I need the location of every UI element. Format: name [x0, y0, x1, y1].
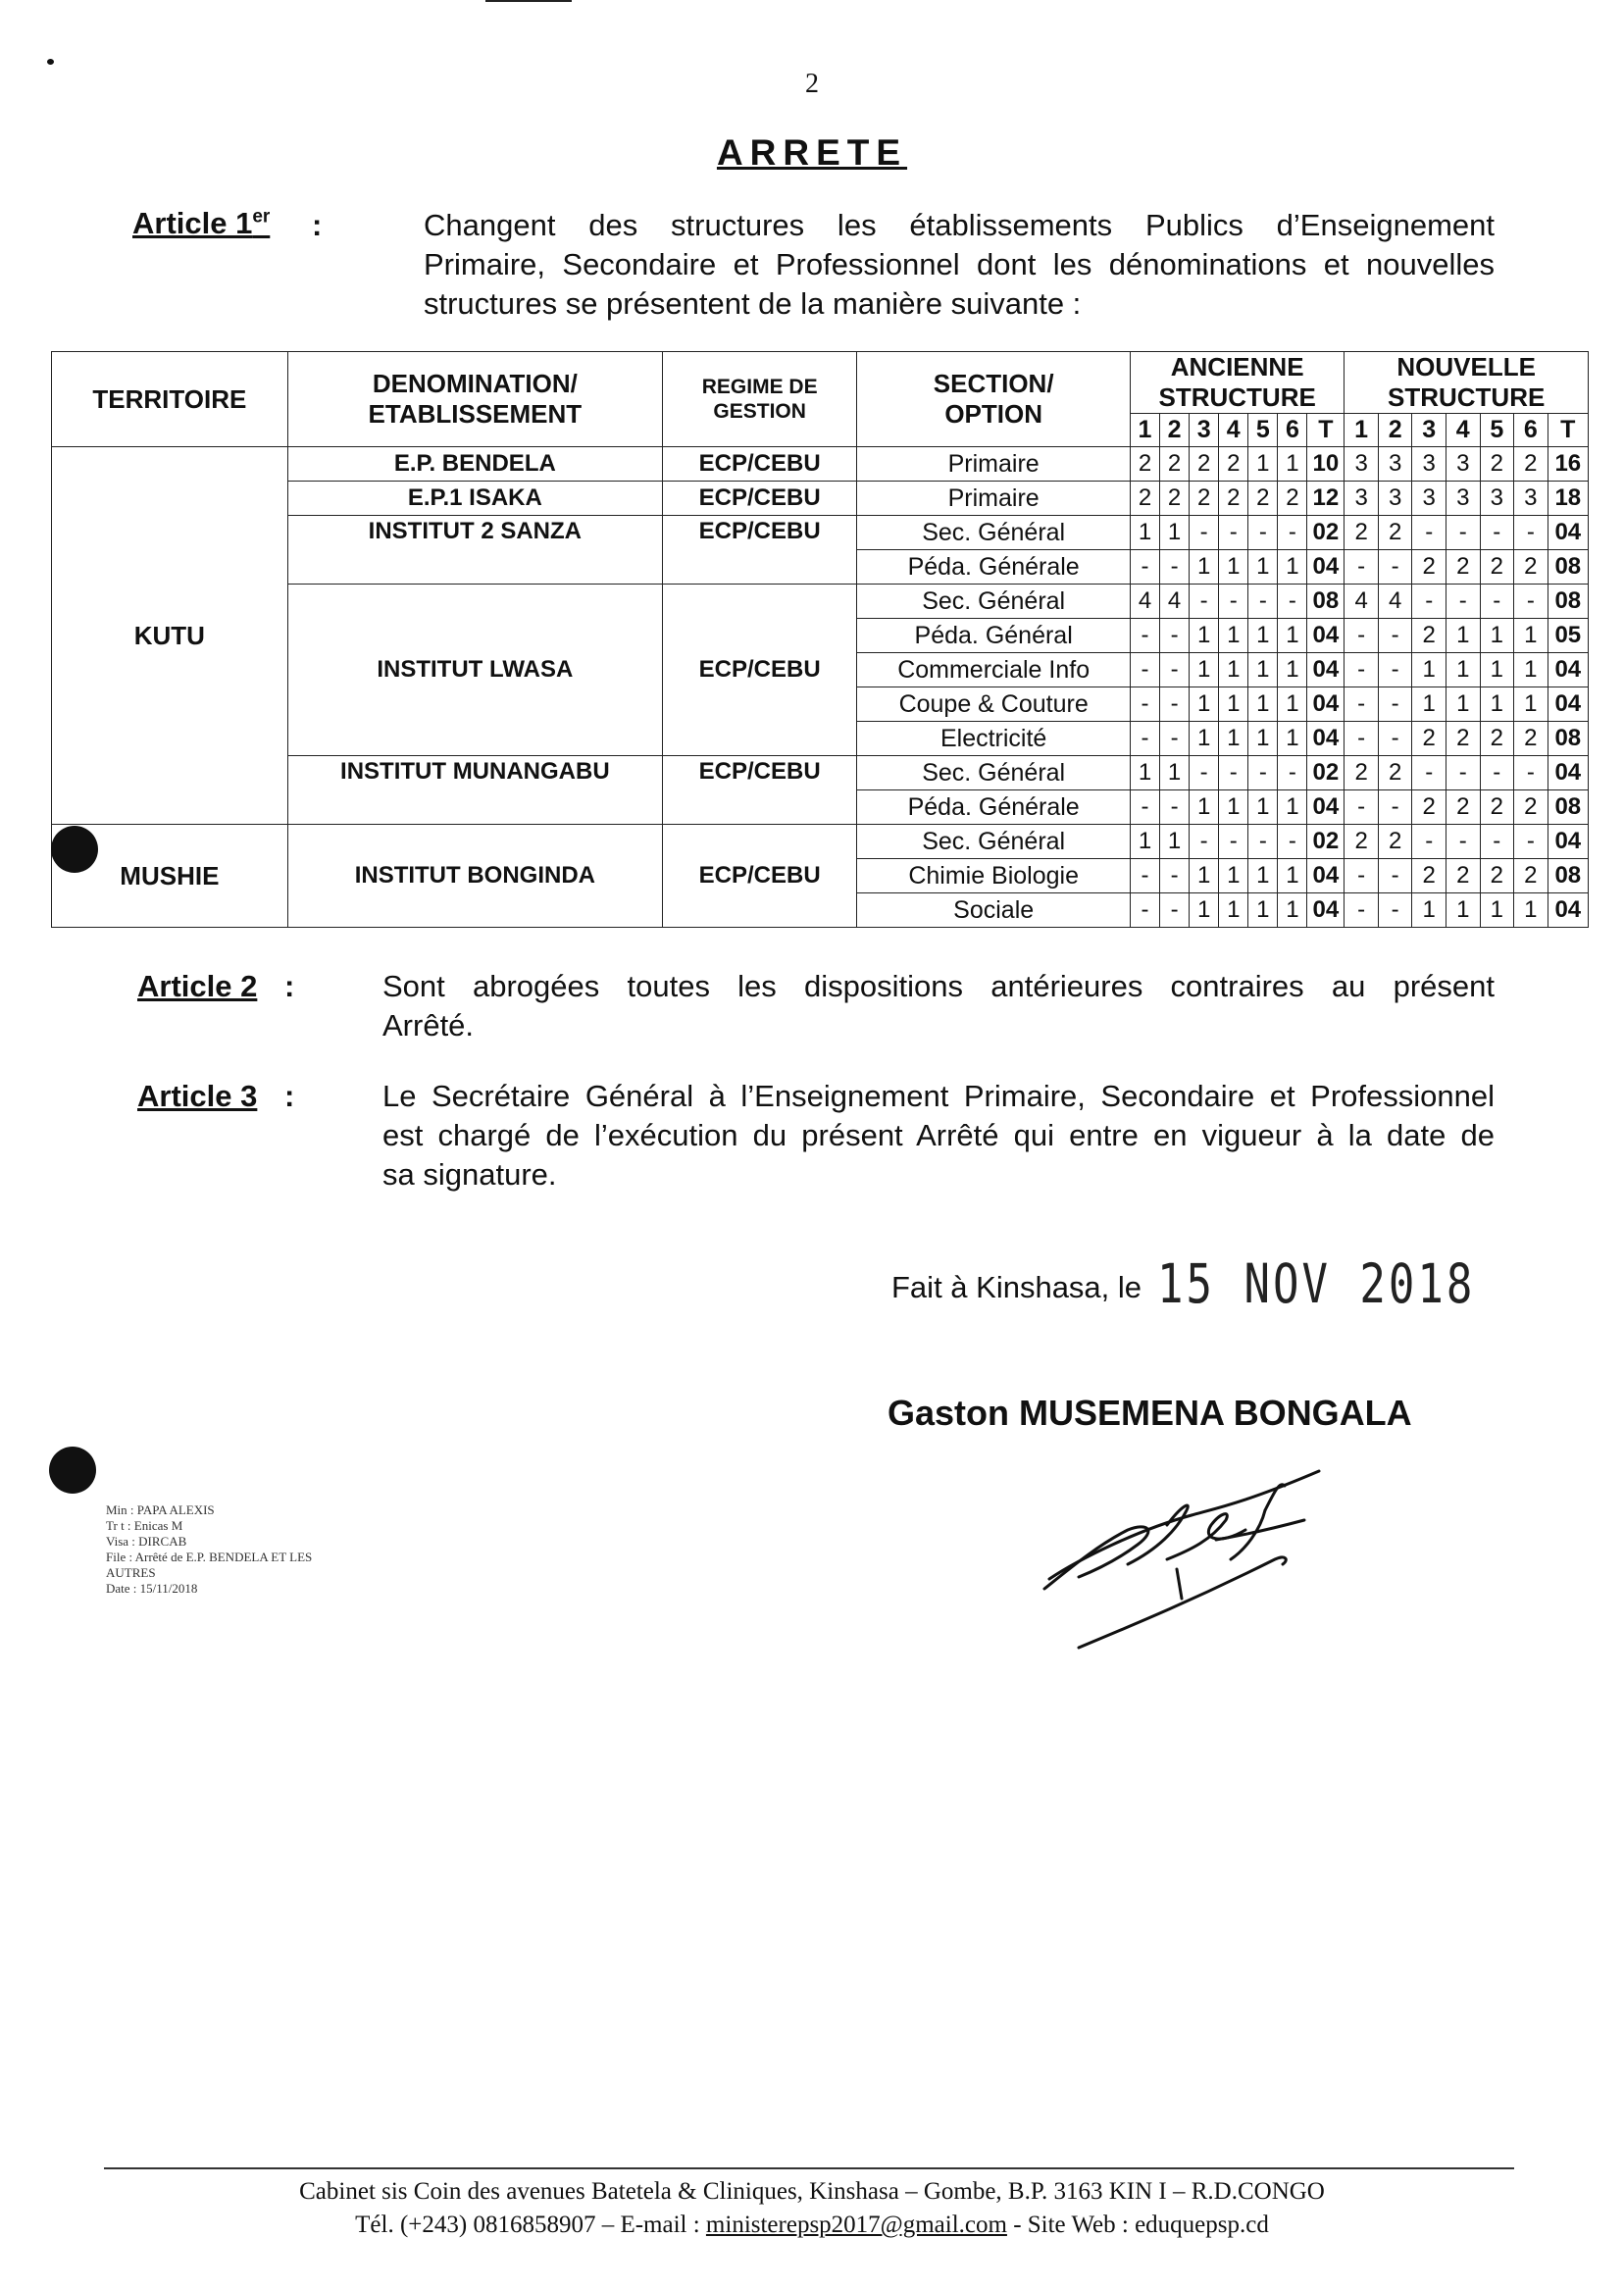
nouvelle-value-cell: 2 — [1514, 447, 1548, 482]
ancienne-value-cell: - — [1190, 585, 1219, 619]
ancienne-value-cell: 1 — [1219, 653, 1248, 687]
ancienne-value-cell: 1 — [1130, 756, 1159, 790]
territoire-cell: MUSHIE — [52, 825, 288, 928]
ancienne-total-cell: 12 — [1307, 482, 1345, 516]
article-1-label: Article 1er — [132, 206, 271, 240]
ancienne-value-cell: 2 — [1190, 447, 1219, 482]
nouvelle-value-cell: - — [1514, 756, 1548, 790]
ancienne-value-cell: 2 — [1130, 482, 1159, 516]
etablissement-cell: E.P.1 ISAKA — [287, 482, 662, 516]
ancienne-value-cell: 1 — [1190, 893, 1219, 928]
nouvelle-value-cell: - — [1378, 619, 1412, 653]
ancienne-value-cell: 1 — [1190, 550, 1219, 585]
nouvelle-value-cell: - — [1378, 790, 1412, 825]
ancienne-value-cell: 2 — [1130, 447, 1159, 482]
ancienne-value-cell: 1 — [1278, 790, 1307, 825]
ancienne-value-cell: 1 — [1278, 893, 1307, 928]
section-cell: Electricité — [857, 722, 1131, 756]
ancienne-value-cell: - — [1160, 687, 1190, 722]
ancienne-value-cell: 1 — [1219, 550, 1248, 585]
ancienne-value-cell: 1 — [1248, 722, 1278, 756]
ancienne-total-cell: 04 — [1307, 722, 1345, 756]
ancienne-value-cell: 1 — [1219, 619, 1248, 653]
ancienne-value-cell: 1 — [1190, 619, 1219, 653]
nouvelle-value-cell: - — [1480, 756, 1514, 790]
nouvelle-value-cell: - — [1446, 516, 1480, 550]
nouvelle-value-cell: 1 — [1514, 687, 1548, 722]
header-number: 3 — [1412, 414, 1446, 447]
nouvelle-value-cell: 2 — [1480, 859, 1514, 893]
nouvelle-value-cell: - — [1378, 722, 1412, 756]
ancienne-total-cell: 04 — [1307, 790, 1345, 825]
ancienne-value-cell: - — [1160, 859, 1190, 893]
ancienne-value-cell: 1 — [1190, 790, 1219, 825]
ancienne-value-cell: - — [1130, 619, 1159, 653]
nouvelle-value-cell: 2 — [1480, 722, 1514, 756]
header-number: 2 — [1160, 414, 1190, 447]
nouvelle-value-cell: 1 — [1480, 687, 1514, 722]
nouvelle-value-cell: - — [1345, 859, 1379, 893]
nouvelle-value-cell: - — [1378, 859, 1412, 893]
regime-cell: ECP/CEBU — [662, 447, 856, 482]
scan-mark — [485, 0, 572, 2]
nouvelle-value-cell: 2 — [1412, 722, 1446, 756]
article-3-line: Le Secrétaire Général à l’Enseignement Primaire, Secondaire et Professionnel — [382, 1079, 1495, 1113]
header-number: 4 — [1446, 414, 1480, 447]
ancienne-value-cell: 1 — [1130, 516, 1159, 550]
ancienne-value-cell: 1 — [1190, 653, 1219, 687]
nouvelle-value-cell: 2 — [1514, 790, 1548, 825]
ancienne-value-cell: 1 — [1278, 687, 1307, 722]
article-1-line: Changent des structures les établissements Publics d’Enseignement — [424, 208, 1495, 242]
section-cell: Primaire — [857, 447, 1131, 482]
ancienne-value-cell: 1 — [1190, 859, 1219, 893]
ancienne-value-cell: 1 — [1160, 516, 1190, 550]
ancienne-total-cell: 10 — [1307, 447, 1345, 482]
nouvelle-value-cell: 2 — [1480, 447, 1514, 482]
article-2-line: Sont abrogées toutes les dispositions antérieures contraires au présent — [382, 969, 1495, 1003]
punch-hole-mark — [51, 826, 98, 873]
ancienne-value-cell: - — [1248, 585, 1278, 619]
ancienne-value-cell: - — [1248, 756, 1278, 790]
nouvelle-value-cell: 2 — [1378, 516, 1412, 550]
territoire-cell: KUTU — [52, 447, 288, 825]
etablissement-cell: E.P. BENDELA — [287, 447, 662, 482]
reference-line: AUTRES — [106, 1565, 156, 1580]
nouvelle-value-cell: 2 — [1514, 722, 1548, 756]
nouvelle-value-cell: 1 — [1514, 893, 1548, 928]
table-row — [52, 825, 1589, 859]
ancienne-value-cell: 1 — [1248, 893, 1278, 928]
ancienne-value-cell: 1 — [1248, 619, 1278, 653]
ancienne-value-cell: 2 — [1219, 447, 1248, 482]
nouvelle-total-cell: 04 — [1548, 756, 1588, 790]
header-number: 2 — [1378, 414, 1412, 447]
nouvelle-total-cell: 05 — [1548, 619, 1588, 653]
nouvelle-value-cell: 2 — [1412, 859, 1446, 893]
nouvelle-value-cell: 3 — [1480, 482, 1514, 516]
ancienne-value-cell: 1 — [1248, 447, 1278, 482]
nouvelle-value-cell: 3 — [1514, 482, 1548, 516]
nouvelle-value-cell: 1 — [1412, 653, 1446, 687]
nouvelle-value-cell: 4 — [1345, 585, 1379, 619]
ancienne-value-cell: 2 — [1160, 482, 1190, 516]
reference-line: Date : 15/11/2018 — [106, 1581, 198, 1596]
ancienne-value-cell: - — [1248, 825, 1278, 859]
nouvelle-value-cell: 1 — [1446, 653, 1480, 687]
reference-line: Min : PAPA ALEXIS — [106, 1502, 215, 1517]
regime-cell: ECP/CEBU — [662, 756, 856, 825]
ancienne-value-cell: - — [1160, 893, 1190, 928]
nouvelle-value-cell: - — [1412, 825, 1446, 859]
ancienne-value-cell: - — [1278, 756, 1307, 790]
header-number: 5 — [1480, 414, 1514, 447]
page-number: 2 — [805, 69, 819, 99]
section-cell: Péda. Général — [857, 619, 1131, 653]
nouvelle-value-cell: - — [1345, 619, 1379, 653]
nouvelle-value-cell: 1 — [1480, 653, 1514, 687]
ancienne-value-cell: 1 — [1219, 722, 1248, 756]
nouvelle-value-cell: - — [1514, 825, 1548, 859]
nouvelle-total-cell: 08 — [1548, 722, 1588, 756]
nouvelle-value-cell: 1 — [1480, 893, 1514, 928]
nouvelle-value-cell: - — [1446, 825, 1480, 859]
ancienne-value-cell: 1 — [1278, 619, 1307, 653]
ancienne-value-cell: 1 — [1130, 825, 1159, 859]
header-number: 3 — [1190, 414, 1219, 447]
nouvelle-total-cell: 04 — [1548, 687, 1588, 722]
ancienne-value-cell: 4 — [1130, 585, 1159, 619]
nouvelle-value-cell: - — [1514, 516, 1548, 550]
ancienne-value-cell: - — [1190, 825, 1219, 859]
nouvelle-total-cell: 08 — [1548, 585, 1588, 619]
regime-cell: ECP/CEBU — [662, 482, 856, 516]
section-cell: Sec. Général — [857, 825, 1131, 859]
section-cell: Sec. Général — [857, 585, 1131, 619]
nouvelle-value-cell: 2 — [1480, 550, 1514, 585]
nouvelle-value-cell: 2 — [1446, 790, 1480, 825]
ancienne-value-cell: - — [1160, 790, 1190, 825]
nouvelle-value-cell: - — [1412, 756, 1446, 790]
structures-table — [51, 351, 1589, 928]
nouvelle-value-cell: 1 — [1412, 687, 1446, 722]
nouvelle-value-cell: 2 — [1345, 756, 1379, 790]
nouvelle-total-cell: 16 — [1548, 447, 1588, 482]
footer-contact: Tél. (+243) 0816858907 – E-mail : ministerepsp2017@gmail.com - Site Web : eduquepsp.cd — [355, 2212, 1269, 2238]
article-3-label: Article 3 — [137, 1079, 258, 1113]
nouvelle-value-cell: 2 — [1345, 825, 1379, 859]
nouvelle-value-cell: 2 — [1446, 550, 1480, 585]
nouvelle-value-cell: 3 — [1378, 447, 1412, 482]
header-number: T — [1307, 414, 1345, 447]
etablissement-cell: INSTITUT 2 SANZA — [287, 516, 662, 585]
nouvelle-total-cell: 04 — [1548, 653, 1588, 687]
ancienne-value-cell: - — [1130, 790, 1159, 825]
nouvelle-total-cell: 08 — [1548, 550, 1588, 585]
section-cell: Péda. Générale — [857, 550, 1131, 585]
ancienne-value-cell: - — [1278, 825, 1307, 859]
page-title: ARRETE — [716, 132, 908, 173]
ancienne-value-cell: - — [1130, 653, 1159, 687]
header-number: 6 — [1514, 414, 1548, 447]
nouvelle-value-cell: - — [1446, 756, 1480, 790]
nouvelle-total-cell: 04 — [1548, 825, 1588, 859]
footer — [0, 2175, 1624, 2242]
nouvelle-value-cell: - — [1514, 585, 1548, 619]
nouvelle-value-cell: - — [1480, 516, 1514, 550]
ancienne-value-cell: 1 — [1248, 790, 1278, 825]
ancienne-value-cell: 1 — [1160, 756, 1190, 790]
ancienne-value-cell: 1 — [1190, 722, 1219, 756]
place-date-label: Fait à Kinshasa, le — [891, 1270, 1142, 1304]
ancienne-value-cell: 1 — [1278, 550, 1307, 585]
article-1-colon: : — [312, 208, 323, 242]
ancienne-total-cell: 04 — [1307, 619, 1345, 653]
nouvelle-total-cell: 04 — [1548, 516, 1588, 550]
section-cell: Péda. Générale — [857, 790, 1131, 825]
ancienne-value-cell: - — [1130, 859, 1159, 893]
nouvelle-value-cell: 3 — [1446, 482, 1480, 516]
section-cell: Sec. Général — [857, 756, 1131, 790]
ancienne-value-cell: - — [1190, 516, 1219, 550]
nouvelle-value-cell: 3 — [1446, 447, 1480, 482]
nouvelle-value-cell: 2 — [1514, 859, 1548, 893]
nouvelle-value-cell: 1 — [1446, 687, 1480, 722]
ancienne-value-cell: 1 — [1219, 790, 1248, 825]
article-3-line: est chargé de l’exécution du présent Arrêté qui entre en vigueur à la date de — [382, 1118, 1495, 1152]
header-number: 1 — [1345, 414, 1379, 447]
ancienne-value-cell: - — [1219, 825, 1248, 859]
nouvelle-value-cell: 4 — [1378, 585, 1412, 619]
section-cell: Coupe & Couture — [857, 687, 1131, 722]
header-territoire: TERRITOIRE — [52, 352, 288, 447]
nouvelle-value-cell: 3 — [1378, 482, 1412, 516]
nouvelle-value-cell: - — [1345, 893, 1379, 928]
nouvelle-value-cell: 2 — [1378, 756, 1412, 790]
nouvelle-value-cell: - — [1412, 585, 1446, 619]
ancienne-total-cell: 04 — [1307, 653, 1345, 687]
nouvelle-value-cell: - — [1412, 516, 1446, 550]
nouvelle-value-cell: 2 — [1345, 516, 1379, 550]
ancienne-value-cell: - — [1160, 653, 1190, 687]
article-3-text — [382, 1077, 1495, 1195]
ancienne-value-cell: 1 — [1248, 859, 1278, 893]
table-row — [52, 447, 1589, 482]
nouvelle-total-cell: 08 — [1548, 859, 1588, 893]
nouvelle-value-cell: - — [1378, 653, 1412, 687]
ancienne-value-cell: - — [1278, 585, 1307, 619]
ancienne-value-cell: 1 — [1219, 859, 1248, 893]
ancienne-total-cell: 02 — [1307, 825, 1345, 859]
nouvelle-value-cell: 1 — [1514, 653, 1548, 687]
nouvelle-value-cell: 3 — [1412, 482, 1446, 516]
punch-hole-mark — [47, 59, 54, 65]
ancienne-total-cell: 04 — [1307, 859, 1345, 893]
nouvelle-value-cell: 2 — [1514, 550, 1548, 585]
ancienne-value-cell: - — [1219, 516, 1248, 550]
ancienne-value-cell: 1 — [1278, 447, 1307, 482]
ancienne-value-cell: 2 — [1160, 447, 1190, 482]
nouvelle-value-cell: 2 — [1378, 825, 1412, 859]
nouvelle-value-cell: - — [1378, 893, 1412, 928]
section-cell: Chimie Biologie — [857, 859, 1131, 893]
etablissement-cell: INSTITUT MUNANGABU — [287, 756, 662, 825]
header-number: 4 — [1219, 414, 1248, 447]
ancienne-value-cell: 1 — [1278, 859, 1307, 893]
ancienne-value-cell: - — [1130, 893, 1159, 928]
ancienne-value-cell: 2 — [1278, 482, 1307, 516]
ancienne-value-cell: - — [1160, 722, 1190, 756]
header-denomination: DENOMINATION/ ETABLISSEMENT — [287, 352, 662, 447]
ancienne-value-cell: - — [1248, 516, 1278, 550]
ancienne-total-cell: 04 — [1307, 687, 1345, 722]
header-section: SECTION/ OPTION — [857, 352, 1131, 447]
ancienne-total-cell: 02 — [1307, 756, 1345, 790]
nouvelle-total-cell: 04 — [1548, 893, 1588, 928]
etablissement-cell: INSTITUT LWASA — [287, 585, 662, 756]
article-2-line: Arrêté. — [382, 1008, 475, 1043]
nouvelle-value-cell: 2 — [1412, 550, 1446, 585]
ancienne-total-cell: 02 — [1307, 516, 1345, 550]
punch-hole-mark — [49, 1447, 96, 1494]
ancienne-value-cell: - — [1130, 687, 1159, 722]
nouvelle-value-cell: - — [1378, 550, 1412, 585]
footer-email-link[interactable]: ministerepsp2017@gmail.com — [705, 2212, 1007, 2238]
ancienne-value-cell: 1 — [1219, 687, 1248, 722]
nouvelle-value-cell: 1 — [1480, 619, 1514, 653]
ancienne-total-cell: 08 — [1307, 585, 1345, 619]
nouvelle-value-cell: 1 — [1446, 893, 1480, 928]
header-number: T — [1548, 414, 1588, 447]
ancienne-value-cell: - — [1130, 550, 1159, 585]
ancienne-value-cell: 1 — [1278, 653, 1307, 687]
nouvelle-value-cell: - — [1345, 550, 1379, 585]
header-regime: REGIME DE GESTION — [662, 352, 856, 447]
ancienne-total-cell: 04 — [1307, 893, 1345, 928]
section-cell: Sec. Général — [857, 516, 1131, 550]
signature-icon — [1020, 1451, 1432, 1667]
header-number: 5 — [1248, 414, 1278, 447]
reference-line: Visa : DIRCAB — [106, 1534, 187, 1549]
nouvelle-value-cell: 2 — [1412, 619, 1446, 653]
section-cell: Commerciale Info — [857, 653, 1131, 687]
nouvelle-value-cell: 3 — [1345, 482, 1379, 516]
nouvelle-value-cell: - — [1446, 585, 1480, 619]
nouvelle-value-cell: 1 — [1514, 619, 1548, 653]
article-1-text — [424, 206, 1495, 324]
nouvelle-value-cell: 2 — [1480, 790, 1514, 825]
nouvelle-value-cell: - — [1480, 585, 1514, 619]
article-1-line: structures se présentent de la manière suivante : — [424, 286, 1082, 321]
ancienne-value-cell: 1 — [1160, 825, 1190, 859]
ancienne-value-cell: 1 — [1248, 550, 1278, 585]
ancienne-total-cell: 04 — [1307, 550, 1345, 585]
footer-address: Cabinet sis Coin des avenues Batetela & Cliniques, Kinshasa – Gombe, B.P. 3163 KIN I – R.D.CONGO — [299, 2178, 1325, 2205]
ancienne-value-cell: 1 — [1278, 722, 1307, 756]
section-cell: Sociale — [857, 893, 1131, 928]
ancienne-value-cell: 1 — [1190, 687, 1219, 722]
nouvelle-value-cell: 3 — [1412, 447, 1446, 482]
ancienne-value-cell: - — [1219, 756, 1248, 790]
ancienne-value-cell: - — [1219, 585, 1248, 619]
ancienne-value-cell: 1 — [1248, 653, 1278, 687]
ancienne-value-cell: - — [1130, 722, 1159, 756]
etablissement-cell: INSTITUT BONGINDA — [287, 825, 662, 928]
nouvelle-value-cell: 1 — [1412, 893, 1446, 928]
nouvelle-value-cell: - — [1345, 687, 1379, 722]
reference-notes — [106, 1502, 312, 1597]
nouvelle-value-cell: - — [1345, 790, 1379, 825]
nouvelle-total-cell: 08 — [1548, 790, 1588, 825]
ancienne-value-cell: 4 — [1160, 585, 1190, 619]
ancienne-value-cell: - — [1278, 516, 1307, 550]
header-nouvelle-structure: NOUVELLE STRUCTURE — [1345, 352, 1589, 414]
nouvelle-value-cell: 3 — [1345, 447, 1379, 482]
nouvelle-value-cell: - — [1345, 722, 1379, 756]
section-cell: Primaire — [857, 482, 1131, 516]
reference-line: Tr t : Enicas M — [106, 1518, 183, 1533]
header-number: 1 — [1130, 414, 1159, 447]
article-2-colon: : — [284, 969, 295, 1003]
nouvelle-value-cell: - — [1345, 653, 1379, 687]
article-1-line: Primaire, Secondaire et Professionnel dont les dénominations et nouvelles — [424, 247, 1495, 281]
ancienne-value-cell: - — [1160, 619, 1190, 653]
header-number: 6 — [1278, 414, 1307, 447]
footer-rule — [104, 2167, 1514, 2169]
signer-name: Gaston MUSEMENA BONGALA — [888, 1393, 1412, 1433]
nouvelle-value-cell: - — [1378, 687, 1412, 722]
ancienne-value-cell: 2 — [1219, 482, 1248, 516]
nouvelle-value-cell: 1 — [1446, 619, 1480, 653]
nouvelle-total-cell: 18 — [1548, 482, 1588, 516]
nouvelle-value-cell: 2 — [1446, 722, 1480, 756]
regime-cell: ECP/CEBU — [662, 825, 856, 928]
ancienne-value-cell: 1 — [1219, 893, 1248, 928]
ancienne-value-cell: - — [1160, 550, 1190, 585]
nouvelle-value-cell: 2 — [1446, 859, 1480, 893]
header-ancienne-structure: ANCIENNE STRUCTURE — [1130, 352, 1344, 414]
ancienne-value-cell: 2 — [1190, 482, 1219, 516]
nouvelle-value-cell: - — [1480, 825, 1514, 859]
reference-line: File : Arrêté de E.P. BENDELA ET LES — [106, 1550, 313, 1564]
article-2-label: Article 2 — [137, 969, 258, 1003]
ancienne-value-cell: - — [1190, 756, 1219, 790]
date-stamp: 15 NOV 2018 — [1157, 1253, 1476, 1316]
article-2-text — [382, 967, 1495, 1045]
regime-cell: ECP/CEBU — [662, 516, 856, 585]
article-3-line: sa signature. — [382, 1157, 557, 1192]
nouvelle-value-cell: 2 — [1412, 790, 1446, 825]
ancienne-value-cell: 2 — [1248, 482, 1278, 516]
article-3-colon: : — [284, 1079, 295, 1113]
ancienne-value-cell: 1 — [1248, 687, 1278, 722]
regime-cell: ECP/CEBU — [662, 585, 856, 756]
